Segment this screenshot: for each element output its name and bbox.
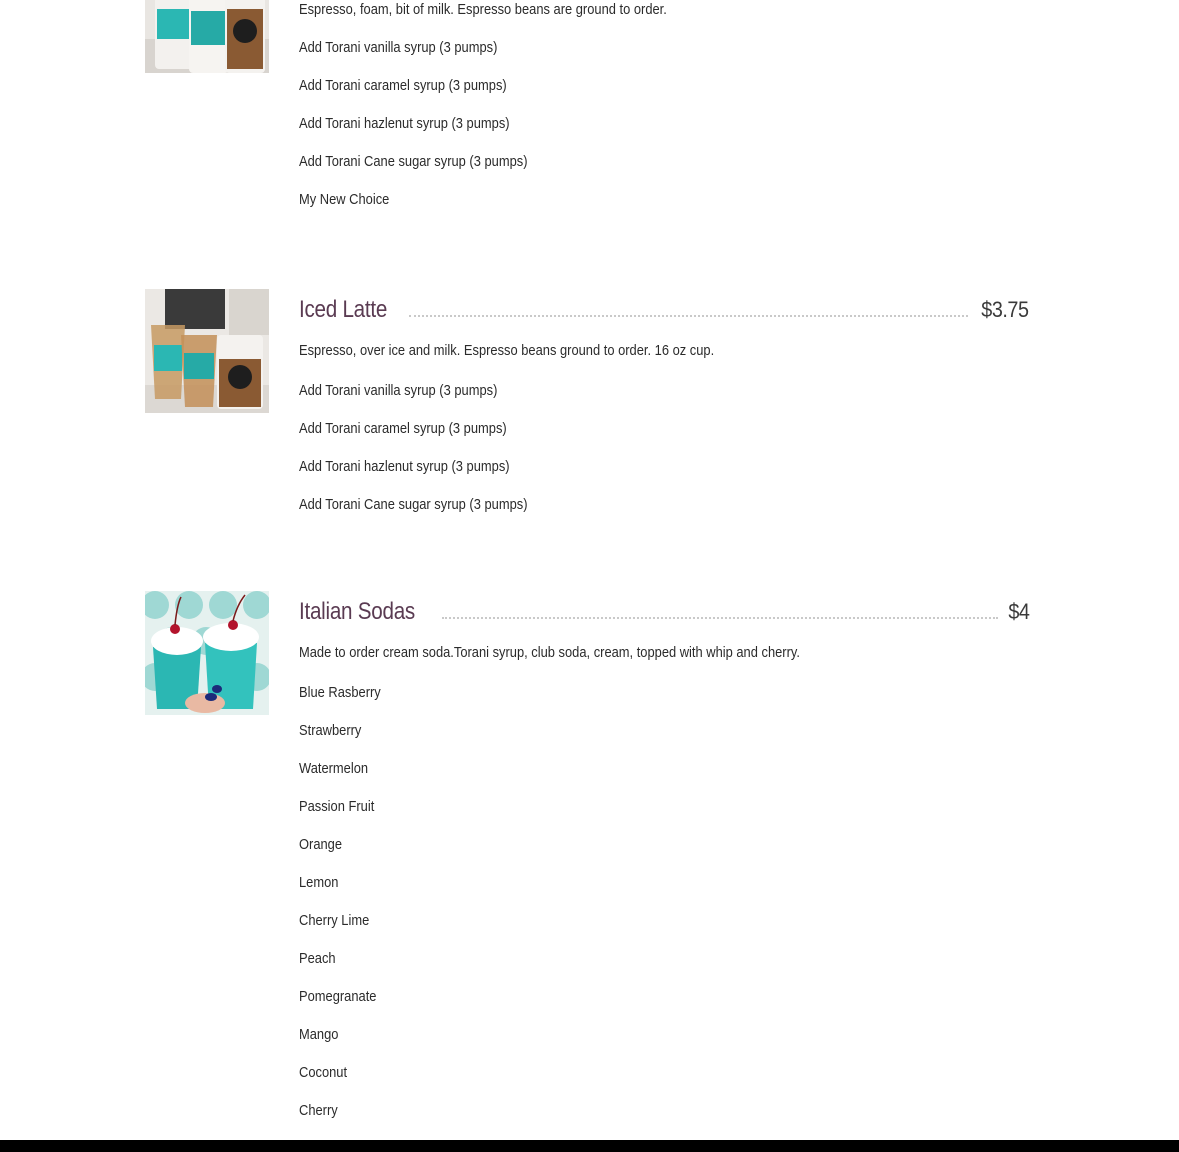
item-photo-italian-sodas[interactable]: [145, 591, 269, 715]
dotted-leader: [409, 315, 968, 317]
option-item[interactable]: Mango: [299, 1026, 339, 1043]
option-list: [299, 38, 1029, 228]
option-item[interactable]: Blue Rasberry: [299, 684, 381, 701]
option-item[interactable]: Cherry Lime: [299, 912, 370, 929]
option-item[interactable]: Passion Fruit: [299, 798, 375, 815]
option-item[interactable]: Strawberry: [299, 722, 362, 739]
option-item[interactable]: Orange: [299, 836, 343, 853]
item-title[interactable]: Italian Sodas: [299, 598, 415, 625]
item-price: $3.75: [981, 297, 1029, 322]
option-list: [299, 381, 1029, 533]
option-item[interactable]: Add Torani caramel syrup (3 pumps): [299, 420, 507, 437]
option-item[interactable]: Add Torani vanilla syrup (3 pumps): [299, 382, 498, 399]
option-item[interactable]: Pomegranate: [299, 988, 377, 1005]
dotted-leader: [442, 617, 998, 619]
item-price: $4: [1007, 599, 1029, 624]
item-title[interactable]: Iced Latte: [299, 296, 388, 323]
item-header: [299, 289, 1029, 325]
item-photo-iced-latte[interactable]: [145, 289, 269, 413]
option-item[interactable]: My New Choice: [299, 191, 390, 208]
option-item[interactable]: Peach: [299, 950, 336, 967]
option-item[interactable]: Add Torani hazlenut syrup (3 pumps): [299, 458, 510, 475]
option-item[interactable]: Add Torani vanilla syrup (3 pumps): [299, 39, 498, 56]
option-item[interactable]: Add Torani hazlenut syrup (3 pumps): [299, 115, 510, 132]
option-item[interactable]: Add Torani caramel syrup (3 pumps): [299, 77, 507, 94]
option-item[interactable]: Coconut: [299, 1064, 348, 1081]
option-item[interactable]: Add Torani Cane sugar syrup (3 pumps): [299, 496, 528, 513]
item-description: Espresso, foam, bit of milk. Espresso beans are ground to order.: [299, 1, 667, 18]
item-header: [299, 591, 1029, 627]
option-item[interactable]: Add Torani Cane sugar syrup (3 pumps): [299, 153, 528, 170]
item-description: Made to order cream soda.Torani syrup, club soda, cream, topped with whip and cherry.: [299, 644, 800, 661]
footer-bar: [0, 1140, 1179, 1152]
option-item[interactable]: Watermelon: [299, 760, 369, 777]
item-photo-previous[interactable]: [145, 0, 269, 73]
option-item[interactable]: Cherry: [299, 1102, 338, 1119]
option-item[interactable]: Lemon: [299, 874, 339, 891]
item-description: Espresso, over ice and milk. Espresso beans ground to order. 16 oz cup.: [299, 342, 715, 359]
option-list: [299, 683, 1029, 1139]
